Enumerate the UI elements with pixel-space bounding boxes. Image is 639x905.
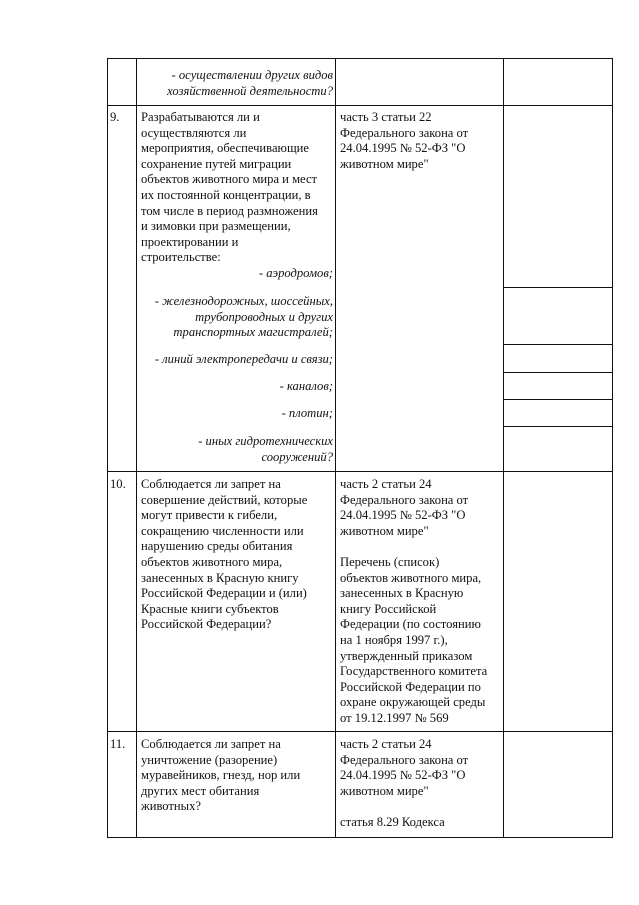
answer-cell-separator [503, 372, 613, 373]
sub-item-power-lines: - линий электропередачи и связи; [154, 352, 333, 366]
column-divider-num [136, 58, 137, 838]
table-border-top [107, 58, 613, 59]
question-text: Соблюдается ли запрет на уничтожение (разорение) муравейников, гнезд, нор или других мест обитания животных? [141, 737, 301, 814]
answer-cell-separator [503, 287, 613, 288]
table-border-bottom [107, 837, 613, 838]
sub-item-hydro-structures: - иных гидротехнических сооружений? [198, 434, 333, 464]
legal-basis-code: статья 8.29 Кодекса [340, 815, 445, 829]
row-number: 11. [110, 737, 126, 751]
legal-basis-list: Перечень (список) объектов животного мира, занесенных в Красную книгу Российской Федерации (по состоянию на 1 ноября 1997 г.), утвержденный приказом Государственного комитета Российской Федерации по охране окружающей среды от 19.12.1997 № 569 [340, 555, 488, 725]
sub-item-transport-lines: - железнодорожных, шоссейных, трубопроводных и других транспортных магистралей; [154, 294, 333, 340]
row-number: 9. [110, 110, 120, 124]
question-text: Соблюдается ли запрет на совершение действий, которые могут привести к гибели, сокращению численности или нарушению среды обитания объектов животного мира, занесенных в Красную книгу Российской Федерации и (или) Красные книги субъектов Российской Федерации? [141, 477, 308, 632]
row-separator-11 [107, 731, 613, 732]
sub-item-airfields: - аэродромов; [258, 266, 333, 280]
legal-basis: часть 3 статьи 22 Федерального закона от 24.04.1995 № 52-ФЗ "О животном мире" [340, 110, 469, 171]
legal-basis: часть 2 статьи 24 Федерального закона от 24.04.1995 № 52-ФЗ "О животном мире" [340, 737, 469, 798]
question-text: Разрабатываются ли и осуществляются ли мероприятия, обеспечивающие сохранение путей миграции объектов животного мира и мест их постоянной концентрации, в том числе в период размножения и зимовки при размещении, проектировании и строительстве: [141, 110, 318, 265]
sub-item-other-activities: - осуществлении других видов хозяйственной деятельности? [167, 68, 333, 98]
table-border-left [107, 58, 108, 838]
column-divider-question [335, 58, 336, 838]
answer-cell-separator [503, 399, 613, 400]
row-number: 10. [110, 477, 126, 491]
row-separator-9 [107, 105, 613, 106]
row-separator-10 [107, 471, 613, 472]
answer-cell-separator [503, 344, 613, 345]
sub-item-dams: - плотин; [281, 406, 333, 420]
table-border-right [612, 58, 613, 838]
legal-basis: часть 2 статьи 24 Федерального закона от 24.04.1995 № 52-ФЗ "О животном мире" [340, 477, 469, 538]
sub-item-canals: - каналов; [279, 379, 333, 393]
answer-cell-separator [503, 426, 613, 427]
column-divider-basis [503, 58, 504, 838]
